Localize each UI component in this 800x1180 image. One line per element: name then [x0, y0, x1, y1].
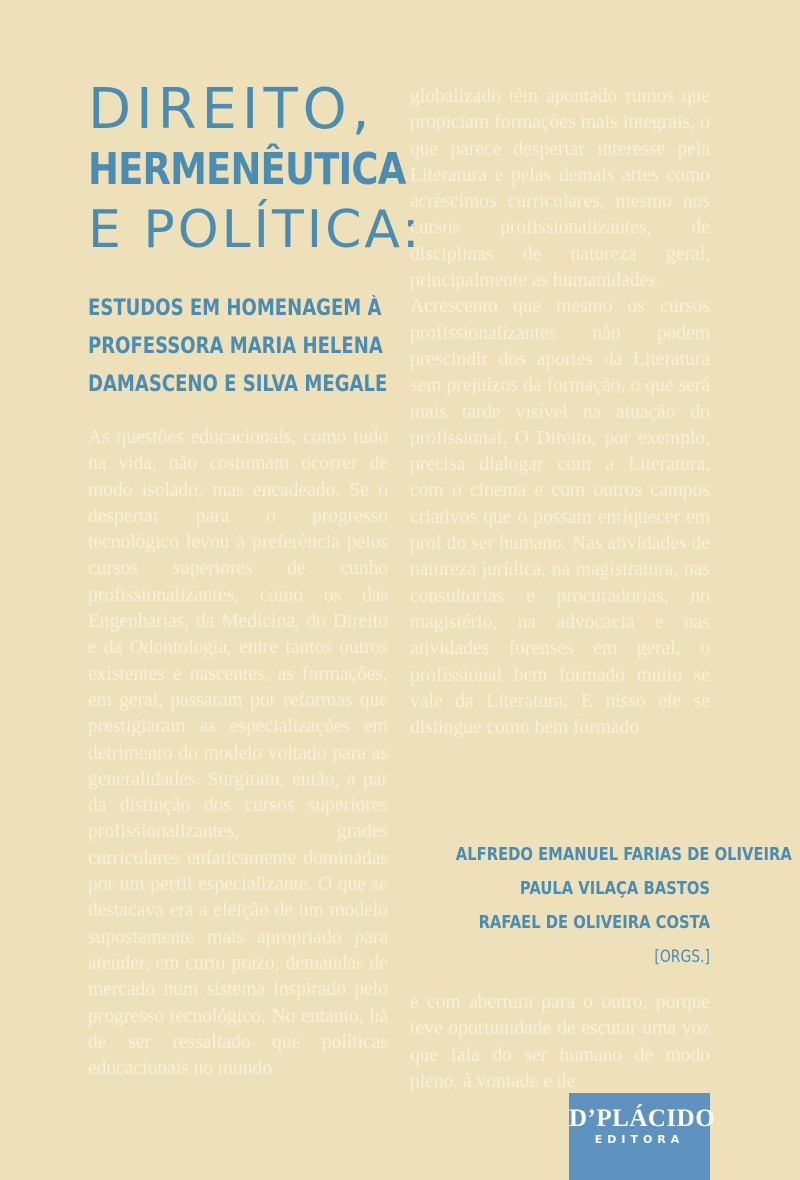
title-line-2: HERMENÊUTICA: [88, 144, 406, 195]
book-subtitle: [88, 290, 388, 404]
blurb-left-column: As questões educacionais, como tudo na vida, não costumam ocorrer de modo isolado, mas encadeado. Se o despertar para o progresso tecnológico levou à preferência pelos cursos superiores de cunho profissionalizantes, como os das Engenharias, da Medicina, do Direito e da Odontologia, entre tantos outros existentes e nascentes, as formações, em geral, passaram por reformas que prestigiaram as especializações em detrimento do modelo voltado para as generalidades. Surgiram, então, a par da distinção dos cursos superiores profissionalizantes, grades curriculares enfaticamente dominadas por um perfil especializante. O que se destacava era a eleição de um modelo supostamente mais apropriado para atender, em curto prazo, demandas de mercado num sistema inspirado pelo progresso tecnológico. No entanto, há de ser ressaltado que políticas educacionais no mundo: [88, 427, 388, 1080]
subtitle-line-3: DAMASCENO E SILVA MEGALE: [88, 372, 388, 397]
organizer-name: RAFAEL DE OLIVEIRA COSTA: [478, 912, 710, 933]
organizer-name: ALFREDO EMANUEL FARIAS DE OLIVEIRA: [455, 844, 792, 865]
subtitle-line-2: PROFESSORA MARIA HELENA: [88, 334, 383, 359]
organizers: [400, 838, 792, 974]
book-title: [88, 77, 423, 262]
organizers-tag: [ORGS.]: [654, 947, 710, 967]
blurb-paragraph-2: Acrescento que mesmo os cursos profissionalizantes não podem prescindir dos aportes da Literatura sem prejuízos da formação, o que será mais tarde visível na atuação do profissional. O Direito, por exemplo, precisa dialogar com a Literatura, com o cinema e com outros campos criativos que o possam enriquecer em prol do ser humano. Nas atividades de natureza jurídica, na magistratura, nas consultorias e procuradorias, no magistério, na advocacia e nas atividades forenses em geral, o profissional bem formado muito se vale da Literatura. E nisso ele se distingue como bem formado: [410, 296, 710, 739]
title-line-1: DIREITO,: [88, 77, 375, 142]
organizer-name: PAULA VILAÇA BASTOS: [519, 878, 710, 899]
publisher-logo: [569, 1093, 716, 1180]
publisher-name: D’PLÁCIDO: [569, 1105, 716, 1132]
blurb-paragraph-1: globalizado têm apontado rumos que propiciam formações mais integrais, o que parece despertar interesse pela Literatura e pelas demais artes como acréscimos curriculares, mesmo nos cursos profissionalizantes, de disciplinas de natureza geral, principalmente as humanidades.: [410, 86, 710, 292]
subtitle-line-1: ESTUDOS EM HOMENAGEM À: [88, 296, 382, 321]
blurb-right-column: [410, 84, 710, 741]
title-line-3: E POLÍTICA:: [88, 200, 423, 260]
blurb-right-column-continued: e com abertura para o outro, porque teve oportunidade de escutar uma voz que fala do ser humano de modo pleno, à vontade e de: [410, 992, 710, 1092]
publisher-sub: EDITORA: [594, 1133, 685, 1146]
